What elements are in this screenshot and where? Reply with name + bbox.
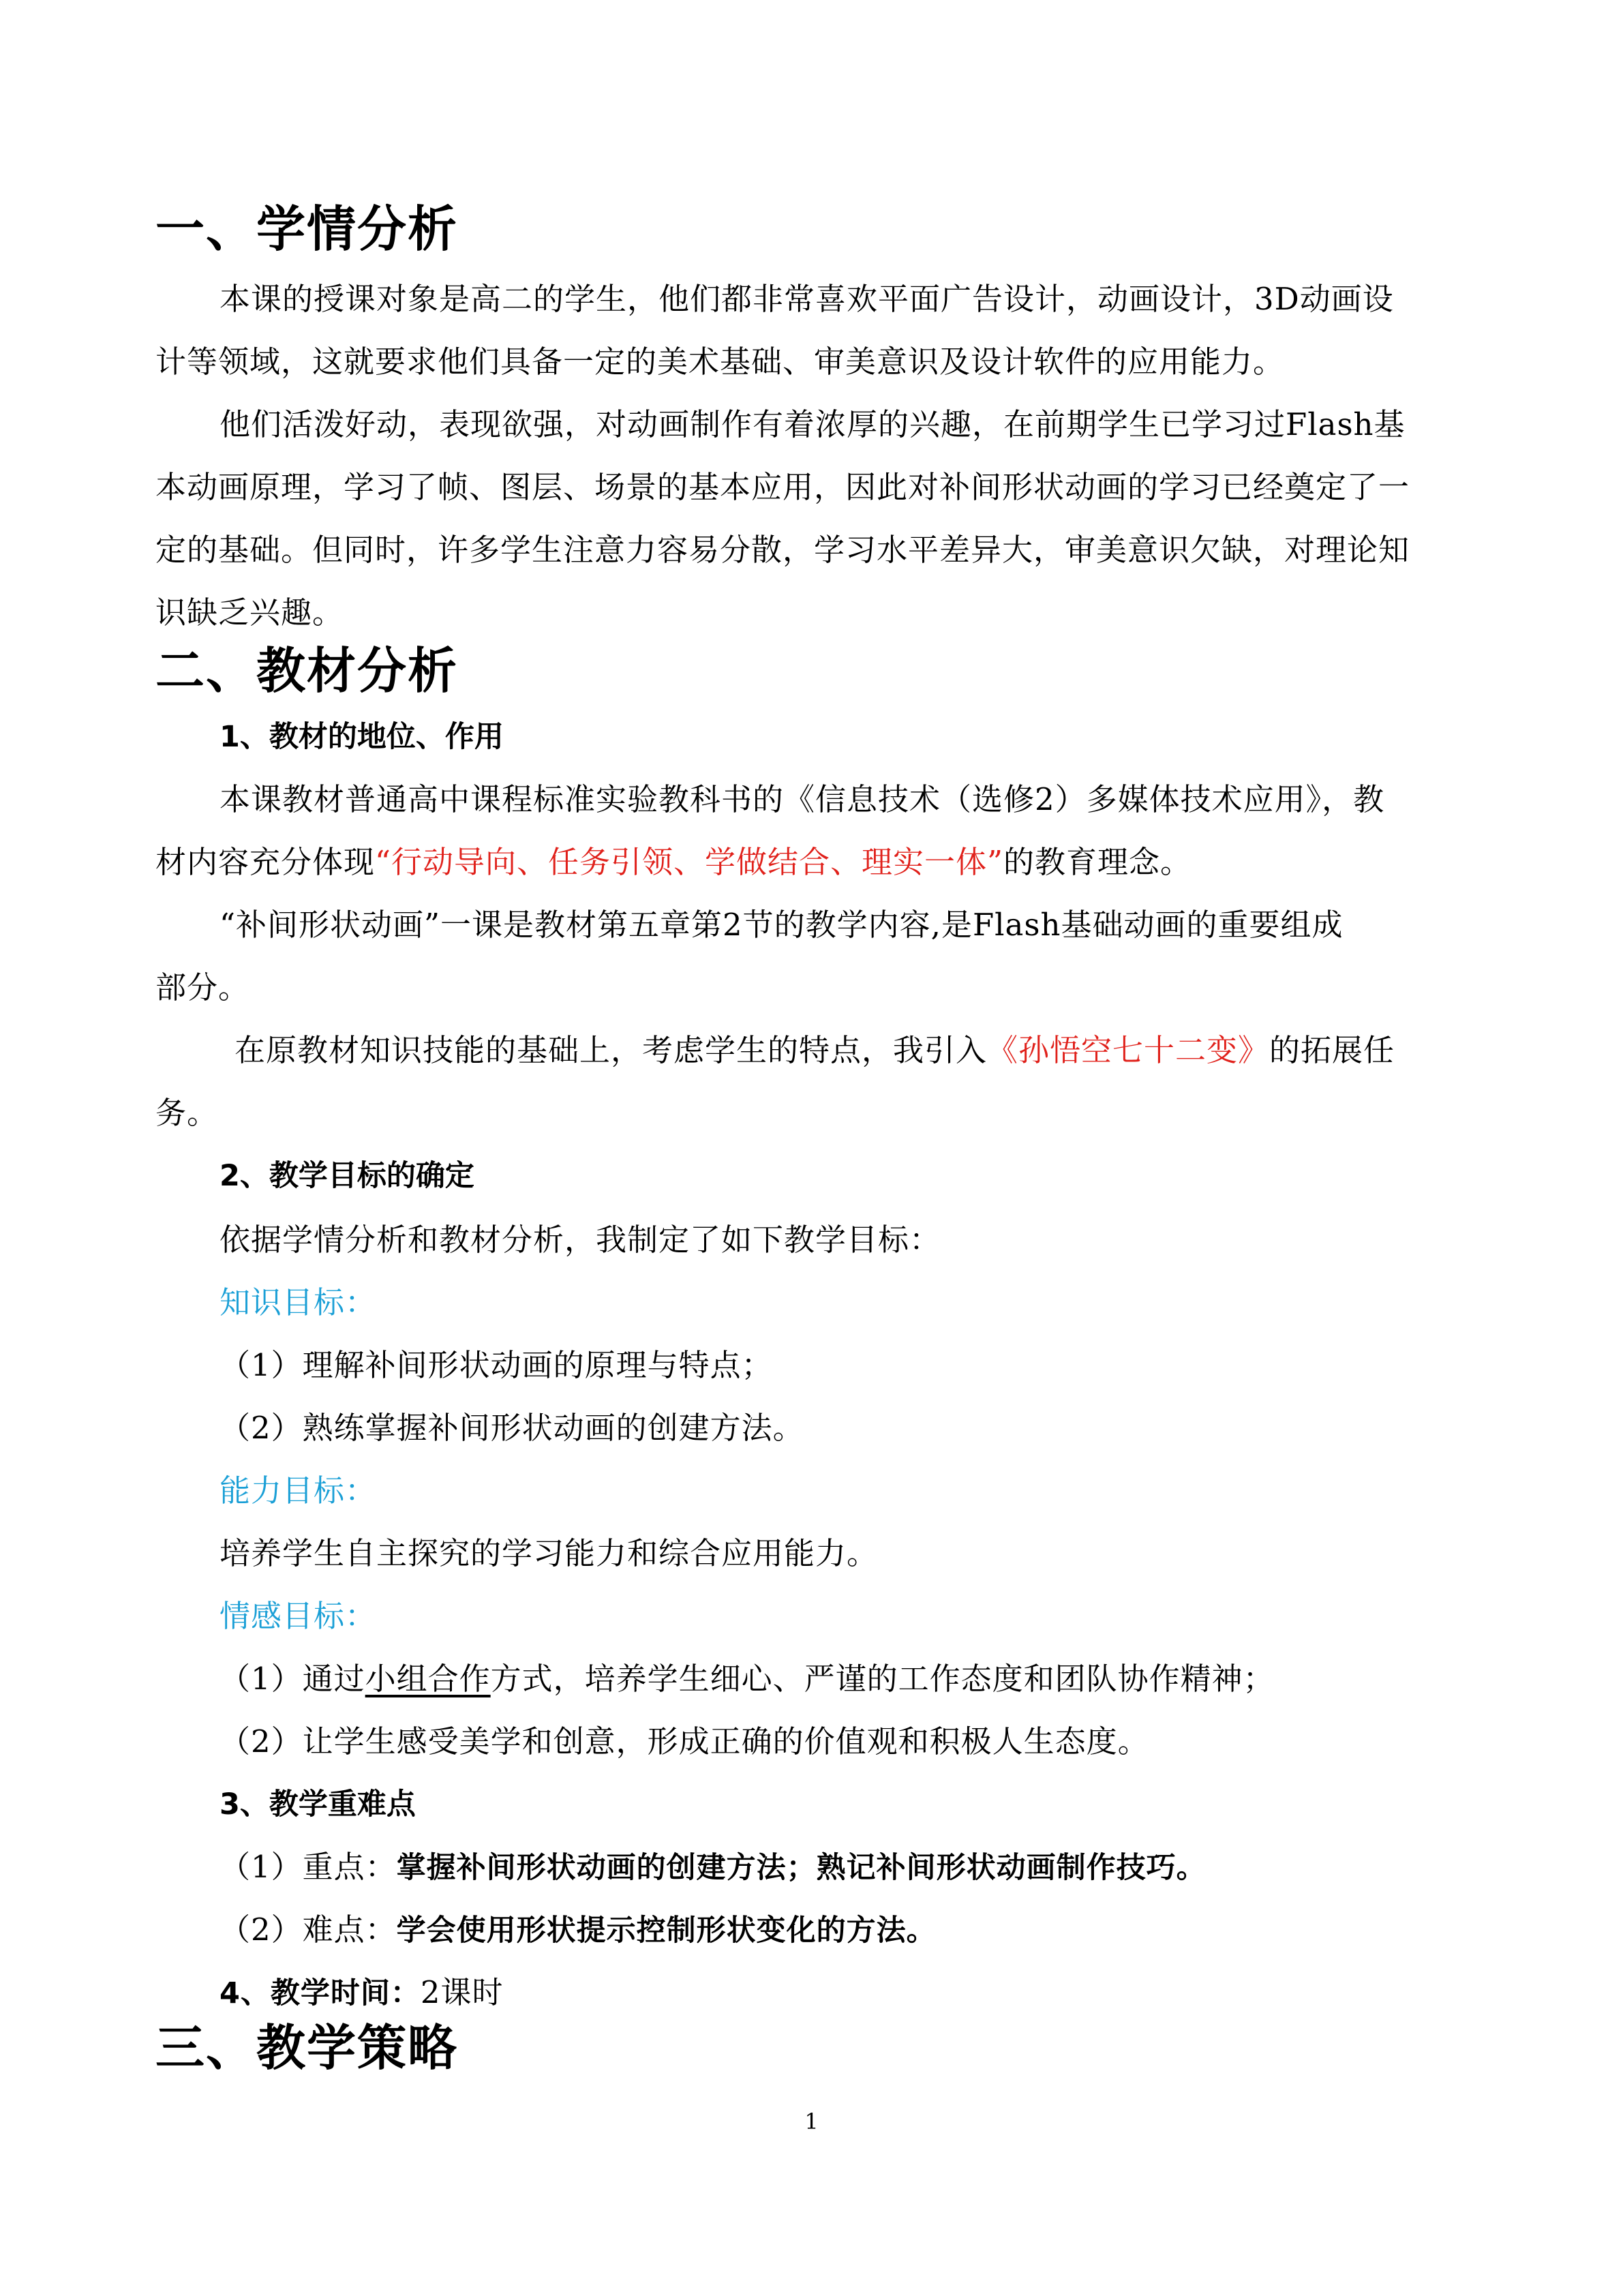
key-point-2-text: 学会使用形状提示控制形状变化的方法。 [396, 1914, 937, 1948]
subheading-4-label: 4、教学时间： [219, 1976, 421, 2010]
key-point-2-label: （2）难点： [219, 1912, 397, 1948]
paragraph-3-text-a: 材内容充分体现 [155, 844, 376, 880]
paragraph-3-line-1: 本课教材普通高中课程标准实验教科书的《信息技术（选修2）多媒体技术应用》，教 [219, 781, 1385, 817]
key-point-2 [219, 1914, 937, 1946]
paragraph-5-text-a: 在原教材知识技能的基础上，考虑学生的特点，我引入 [234, 1032, 988, 1068]
section-2-title: 二、教材分析 [155, 642, 459, 699]
key-point-1-text: 掌握补间形状动画的创建方法；熟记补间形状动画制作技巧。 [396, 1851, 1207, 1885]
paragraph-3-line-2 [155, 844, 1192, 880]
emotion-goal-2: （2）让学生感受美学和创意，形成正确的价值观和积极人生态度。 [219, 1723, 1149, 1759]
emotion-goal-1 [219, 1661, 1275, 1697]
emotion-goal-1-text-a: （1）通过 [219, 1661, 365, 1697]
emotion-goal-label: 情感目标： [219, 1598, 377, 1634]
subheading-4 [219, 1974, 504, 2010]
key-point-1-label: （1）重点： [219, 1849, 397, 1885]
paragraph-5-line-2: 务。 [155, 1095, 219, 1131]
emotion-goal-1-underline: 小组合作 [365, 1661, 491, 1697]
paragraph-4-line-2: 部分。 [155, 969, 250, 1006]
paragraph-5-line-1 [234, 1032, 1395, 1068]
section-1-title: 一、学情分析 [155, 200, 459, 258]
ability-goal-label: 能力目标： [219, 1472, 377, 1509]
paragraph-2-line-3: 定的基础。但同时，许多学生注意力容易分散，学习水平差异大，审美意识欠缺，对理论知 [155, 532, 1410, 568]
paragraph-2-line-1: 他们活泼好动，表现欲强，对动画制作有着浓厚的兴趣，在前期学生已学习过Flash基 [219, 406, 1406, 442]
key-point-1 [219, 1849, 1207, 1885]
subheading-2: 2、教学目标的确定 [219, 1159, 474, 1193]
teaching-time-value: 2课时 [420, 1974, 504, 2010]
knowledge-goal-label: 知识目标： [219, 1284, 377, 1320]
subheading-3: 3、教学重难点 [219, 1787, 416, 1822]
highlight-task-title: 《孙悟空七十二变》 [987, 1032, 1270, 1068]
highlight-education-concept: “行动导向、任务引领、学做结合、理实一体” [375, 844, 1004, 880]
paragraph-1-line-1: 本课的授课对象是高二的学生，他们都非常喜欢平面广告设计，动画设计，3D动画设 [219, 281, 1394, 317]
paragraph-1-line-2: 计等领域，这就要求他们具备一定的美术基础、审美意识及设计软件的应用能力。 [155, 344, 1285, 380]
paragraph-4-line-1: “补间形状动画”一课是教材第五章第2节的教学内容,是Flash基础动画的重要组成 [219, 907, 1344, 943]
paragraph-3-text-b: 的教育理念。 [1003, 844, 1192, 880]
ability-goal-1: 培养学生自主探究的学习能力和综合应用能力。 [219, 1535, 879, 1571]
paragraph-6: 依据学情分析和教材分析，我制定了如下教学目标： [219, 1222, 941, 1258]
page-number: 1 [804, 2109, 819, 2134]
knowledge-goal-2: （2）熟练掌握补间形状动画的创建方法。 [219, 1410, 804, 1446]
knowledge-goal-1: （1）理解补间形状动画的原理与特点； [219, 1347, 773, 1383]
paragraph-5-text-b: 的拓展任 [1269, 1032, 1395, 1068]
emotion-goal-1-text-b: 方式，培养学生细心、严谨的工作态度和团队协作精神； [490, 1661, 1275, 1697]
subheading-1: 1、教材的地位、作用 [219, 720, 504, 754]
paragraph-2-line-4: 识缺乏兴趣。 [155, 594, 344, 631]
paragraph-2-line-2: 本动画原理，学习了帧、图层、场景的基本应用，因此对补间形状动画的学习已经奠定了一 [155, 469, 1410, 505]
section-3-title: 三、教学策略 [155, 2019, 459, 2076]
